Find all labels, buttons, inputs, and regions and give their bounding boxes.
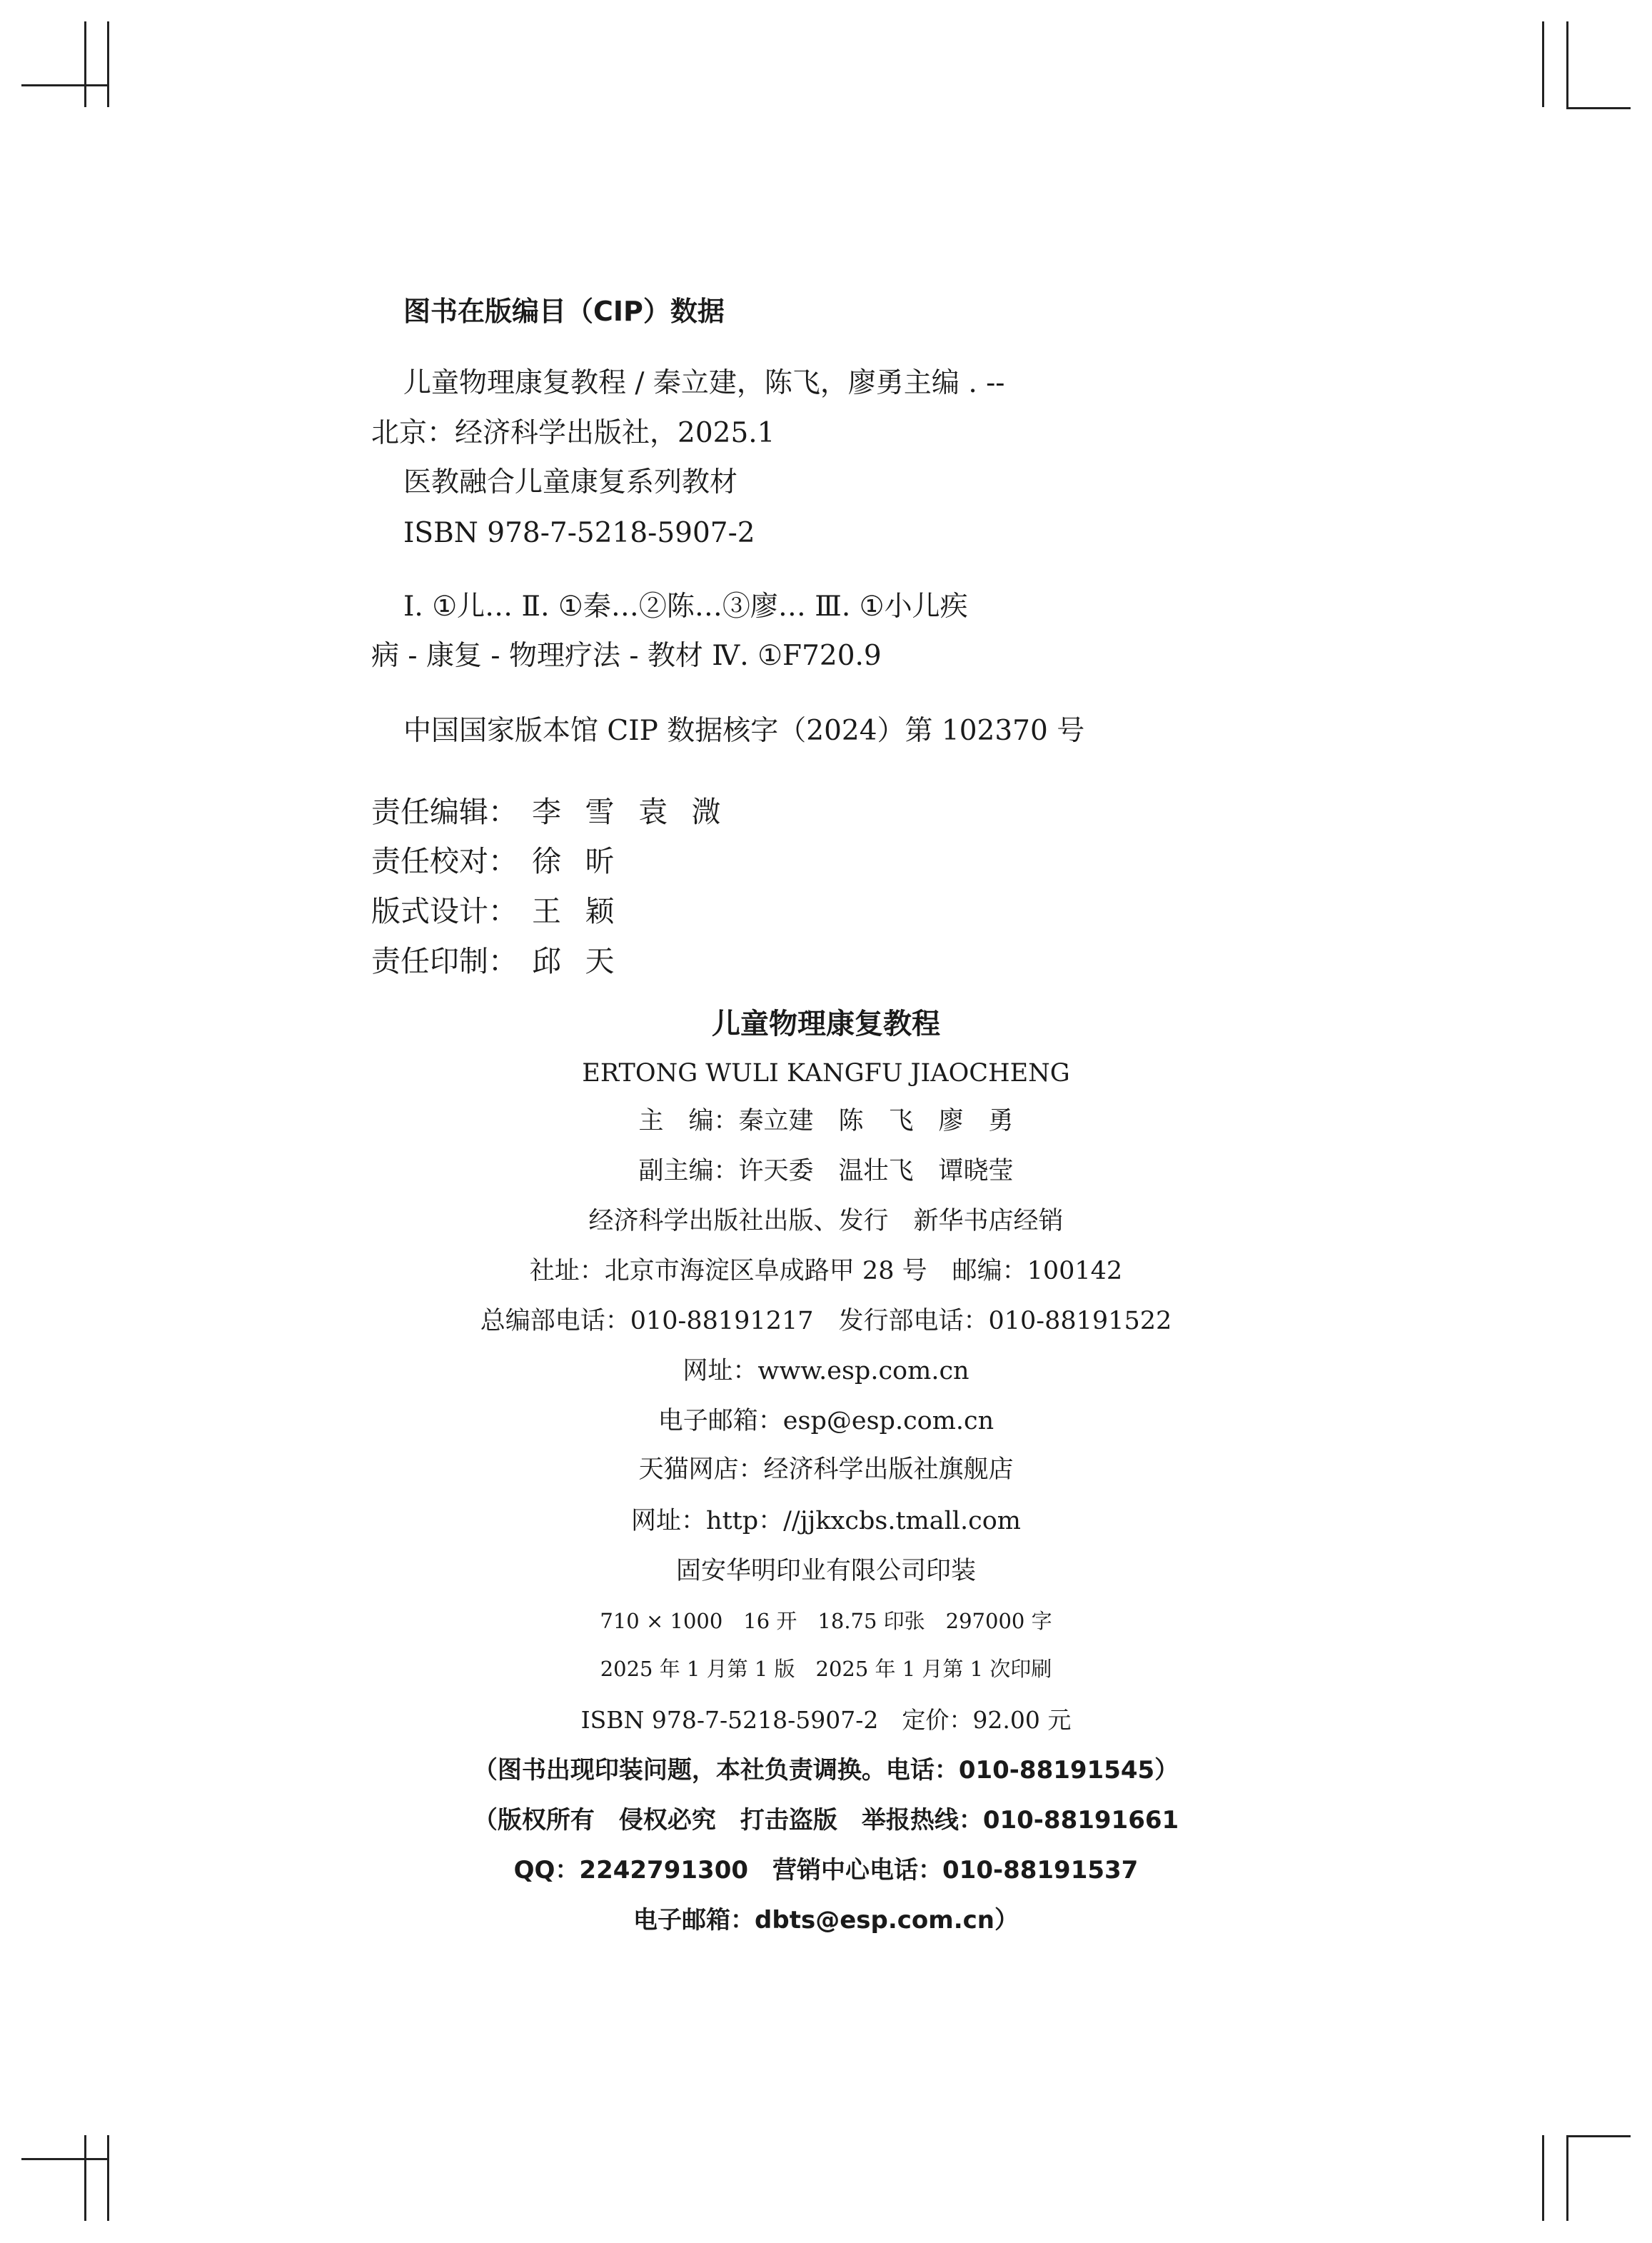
colophon-website: 网址：www.esp.com.cn [683, 1357, 969, 1385]
colophon-notice-print-issue: （图书出现印装问题，本社负责调换。电话：010-88191545） [473, 1756, 1179, 1785]
colophon-notice-email: 电子邮箱：dbts@esp.com.cn） [633, 1906, 1019, 1935]
crop-mark-top-right-v2 [1566, 21, 1568, 107]
crop-mark-top-right-v [1542, 21, 1544, 107]
colophon-isbn-price: ISBN 978-7-5218-5907-2 定价：92.00 元 [580, 1706, 1072, 1734]
colophon-publisher: 经济科学出版社出版、发行 新华书店经销 [588, 1207, 1064, 1235]
crop-mark-top-left-h [21, 84, 107, 86]
staff-role: 版式设计： [371, 894, 518, 928]
cip-line-title-authors: 儿童物理康复教程 / 秦立建，陈飞，廖勇主编 . -- [403, 367, 1005, 399]
crop-mark-bottom-left-v2 [107, 2135, 109, 2221]
staff-name: 邱 天 [532, 944, 622, 978]
staff-row-editor [371, 795, 728, 829]
colophon-tmall: 天猫网店：经济科学出版社旗舰店 [638, 1455, 1014, 1484]
crop-mark-bottom-left-v [84, 2135, 86, 2221]
staff-row-printing [371, 944, 622, 978]
crop-mark-top-left-v2 [107, 21, 109, 107]
cip-title: 图书在版编目（CIP）数据 [403, 296, 725, 327]
colophon-pinyin: ERTONG WULI KANGFU JIAOCHENG [582, 1059, 1070, 1088]
colophon-notice-copyright: （版权所有 侵权必究 打击盗版 举报热线：010-88191661 [473, 1806, 1179, 1835]
crop-mark-top-left-v [84, 21, 86, 107]
cip-line-series: 医教融合儿童康复系列教材 [403, 466, 738, 498]
staff-role: 责任校对： [371, 844, 518, 878]
colophon-deputy-editors: 副主编：许天委 温壮飞 谭晓莹 [638, 1157, 1014, 1185]
colophon-address: 社址：北京市海淀区阜成路甲 28 号 邮编：100142 [529, 1257, 1123, 1285]
cip-line-publisher: 北京：经济科学出版社，2025.1 [371, 417, 775, 449]
staff-role: 责任印制： [371, 944, 518, 978]
crop-mark-bottom-right-h [1566, 2135, 1631, 2137]
staff-role: 责任编辑： [371, 795, 518, 829]
cip-line-classification-1: Ⅰ. ①儿… Ⅱ. ①秦…②陈…③廖… Ⅲ. ①小儿疾 [403, 591, 968, 623]
cip-line-isbn: ISBN 978-7-5218-5907-2 [403, 517, 755, 549]
colophon-editors: 主 编：秦立建 陈 飞 廖 勇 [638, 1107, 1014, 1135]
crop-mark-bottom-left-h [21, 2158, 107, 2160]
colophon-phones: 总编部电话：010-88191217 发行部电话：010-88191522 [480, 1307, 1172, 1335]
colophon-notice-qq: QQ：2242791300 营销中心电话：010-88191537 [513, 1856, 1139, 1885]
colophon-tmall-url: 网址：http：//jjkxcbs.tmall.com [631, 1507, 1021, 1535]
staff-name: 李 雪 袁 溦 [532, 795, 728, 829]
cip-line-classification-2: 病 - 康复 - 物理疗法 - 教材 Ⅳ. ①F720.9 [371, 640, 882, 672]
staff-name: 王 颖 [532, 894, 622, 928]
colophon-book-title: 儿童物理康复教程 [712, 1008, 940, 1040]
crop-mark-bottom-right-v2 [1566, 2135, 1568, 2221]
staff-row-designer [371, 894, 622, 928]
staff-row-proofreader [371, 844, 622, 878]
cip-line-verification: 中国国家版本馆 CIP 数据核字（2024）第 102370 号 [403, 715, 1085, 747]
colophon-format: 710 × 1000 16 开 18.75 印张 297000 字 [600, 1609, 1052, 1633]
crop-mark-top-right-h [1566, 107, 1631, 109]
colophon-edition: 2025 年 1 月第 1 版 2025 年 1 月第 1 次印刷 [600, 1657, 1052, 1681]
colophon-printer: 固安华明印业有限公司印装 [675, 1557, 976, 1585]
colophon-email: 电子邮箱：esp@esp.com.cn [658, 1407, 994, 1435]
crop-mark-bottom-right-v [1542, 2135, 1544, 2221]
staff-name: 徐 昕 [532, 844, 622, 878]
